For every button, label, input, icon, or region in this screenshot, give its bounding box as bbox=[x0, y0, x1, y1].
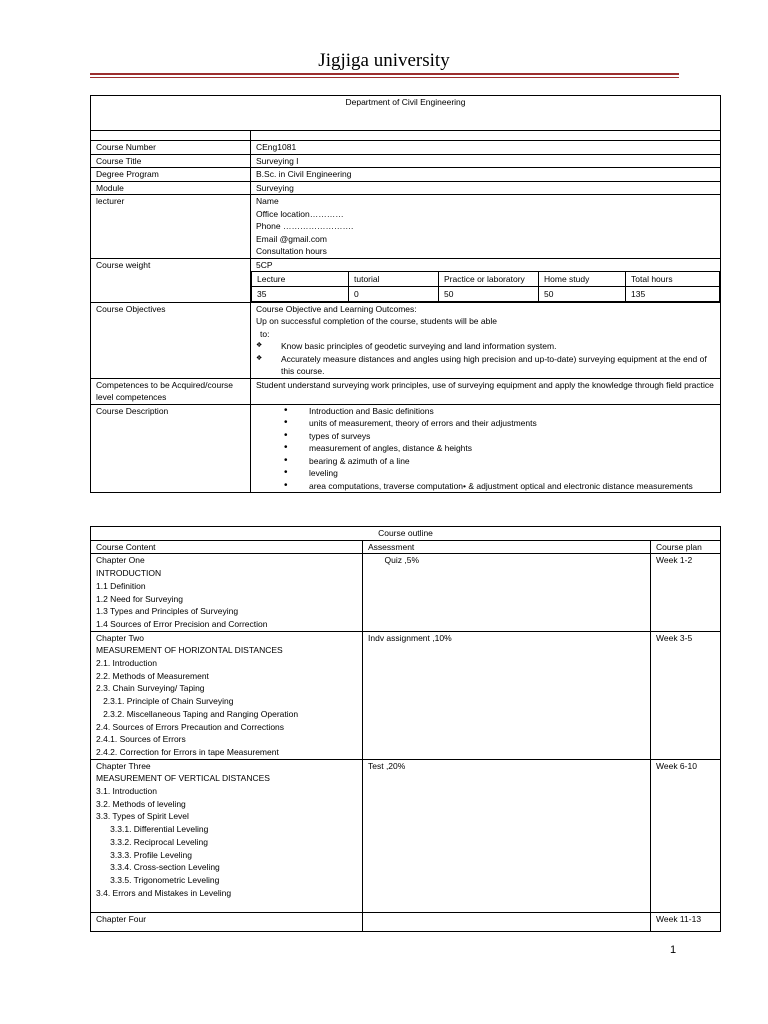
info-row-course-title bbox=[91, 154, 721, 168]
info-row-course-number bbox=[91, 141, 721, 155]
info-label: Course Number bbox=[91, 141, 251, 155]
chapter-line bbox=[96, 899, 357, 912]
info-value: CEng1081 bbox=[251, 141, 721, 155]
outline-title: Course outline bbox=[91, 527, 721, 541]
chapter-content bbox=[91, 913, 363, 932]
chapter-line: 3.4. Errors and Mistakes in Leveling bbox=[96, 887, 232, 898]
competences-label: Competences to be Acquired/course level competences bbox=[91, 378, 251, 404]
chapter-line: 2.4.1. Sources of Errors bbox=[96, 734, 186, 745]
info-value: Surveying I bbox=[251, 154, 721, 168]
chapter-line: 1.3 Types and Principles of Surveying bbox=[96, 606, 239, 617]
chapter-line: Chapter Two bbox=[96, 632, 145, 643]
chapter-line: 2.4.2. Correction for Errors in tape Measurement bbox=[96, 746, 279, 757]
chapter-line: INTRODUCTION bbox=[96, 568, 162, 579]
weight-details bbox=[251, 258, 721, 302]
objectives-intro: Course Objective and Learning Outcomes: bbox=[256, 303, 417, 314]
objective-item: ❖ Know basic principles of geodetic surveying and land information system. bbox=[256, 340, 715, 353]
weight-header: Practice or laboratory bbox=[439, 271, 539, 286]
info-value: B.Sc. in Civil Engineering bbox=[251, 168, 721, 182]
objectives-intro: Up on successful completion of the course, students will be able bbox=[256, 316, 497, 326]
info-row-lecturer bbox=[91, 195, 721, 259]
info-label: Course Title bbox=[91, 154, 251, 168]
chapter-line: 3.3.1. Differential Leveling bbox=[96, 824, 209, 835]
chapter-assessment bbox=[363, 913, 651, 932]
description-item: • units of measurement, theory of errors and their adjustments bbox=[256, 417, 715, 430]
outline-header: Course Content bbox=[91, 540, 363, 554]
competences-text: Student understand surveying work principles, use of surveying equipment and apply the knowledge through field practice bbox=[251, 378, 721, 404]
chapter-plan: Week 1-2 bbox=[651, 554, 721, 631]
weight-header: Total hours bbox=[626, 271, 720, 286]
info-label: Module bbox=[91, 181, 251, 195]
weight-ecp: 5CP bbox=[256, 259, 273, 270]
weight-value: 135 bbox=[626, 286, 720, 301]
weight-value: 50 bbox=[439, 286, 539, 301]
chapter-line: MEASUREMENT OF HORIZONTAL DISTANCES bbox=[96, 645, 283, 656]
university-title: Jigjiga university bbox=[318, 50, 450, 71]
weight-header: Home study bbox=[539, 271, 626, 286]
chapter-line: 3.3. Types of Spirit Level bbox=[96, 811, 189, 822]
description-item: • bearing & azimuth of a line bbox=[256, 455, 715, 468]
objective-item: ❖ Accurately measure distances and angles using high precision and up-to-date) surveying equipment at the end of this course. bbox=[256, 353, 715, 378]
objectives-content bbox=[251, 302, 721, 378]
chapter-line: 2.3. Chain Surveying/ Taping bbox=[96, 683, 205, 694]
chapter-line: 3.3.4. Cross-section Leveling bbox=[96, 862, 220, 873]
chapter-plan: Week 11-13 bbox=[651, 913, 721, 932]
course-outline-table bbox=[90, 526, 721, 932]
chapter-content bbox=[91, 554, 363, 631]
info-row-course-weight bbox=[91, 258, 721, 302]
description-content bbox=[251, 404, 721, 493]
outline-row-chapter-three bbox=[91, 759, 721, 912]
outline-row-chapter-two bbox=[91, 631, 721, 759]
weight-header: tutorial bbox=[349, 271, 439, 286]
chapter-line: 1.4 Sources of Error Precision and Correction bbox=[96, 618, 268, 629]
chapter-line: 3.1. Introduction bbox=[96, 786, 157, 797]
info-value: Surveying bbox=[251, 181, 721, 195]
lecturer-name: Name bbox=[256, 196, 279, 206]
weight-hours-table bbox=[251, 271, 720, 302]
chapter-line: MEASUREMENT OF VERTICAL DISTANCES bbox=[96, 773, 270, 784]
title-divider bbox=[90, 73, 679, 78]
chapter-content bbox=[91, 759, 363, 912]
chapter-content bbox=[91, 631, 363, 759]
blank-cell bbox=[251, 131, 721, 141]
chapter-line: 3.3.2. Reciprocal Leveling bbox=[96, 836, 208, 847]
info-row-description bbox=[91, 404, 721, 493]
info-row-competences bbox=[91, 378, 721, 404]
lecturer-details bbox=[251, 195, 721, 259]
lecturer-label: lecturer bbox=[91, 195, 251, 259]
lecturer-email: Email @gmail.com bbox=[256, 233, 327, 244]
chapter-assessment: Indv assignment ,10% bbox=[363, 631, 651, 759]
chapter-plan: Week 6-10 bbox=[651, 759, 721, 912]
department-heading: Department of Civil Engineering bbox=[91, 96, 721, 131]
chapter-line: 2.1. Introduction bbox=[96, 658, 157, 669]
chapter-line: 1.2 Need for Surveying bbox=[96, 593, 183, 604]
outline-header: Course plan bbox=[651, 540, 721, 554]
chapter-line: 3.3.5. Trigonometric Leveling bbox=[96, 874, 220, 885]
weight-label: Course weight bbox=[91, 258, 251, 302]
weight-value: 50 bbox=[539, 286, 626, 301]
lecturer-consultation: Consultation hours bbox=[256, 246, 327, 256]
outline-row-chapter-four bbox=[91, 913, 721, 932]
blank-cell bbox=[91, 131, 251, 141]
chapter-line: 2.3.1. Principle of Chain Surveying bbox=[96, 696, 234, 707]
chapter-plan: Week 3-5 bbox=[651, 631, 721, 759]
description-label: Course Description bbox=[91, 404, 251, 493]
course-info-table bbox=[90, 95, 721, 493]
description-item: • measurement of angles, distance & heights bbox=[256, 442, 715, 455]
info-row-objectives bbox=[91, 302, 721, 378]
description-item: • types of surveys bbox=[256, 430, 715, 443]
chapter-line: 2.2. Methods of Measurement bbox=[96, 670, 209, 681]
chapter-line: Chapter Four bbox=[96, 914, 147, 925]
objectives-label: Course Objectives bbox=[91, 302, 251, 378]
chapter-assessment: Quiz ,5% bbox=[363, 554, 651, 631]
description-item: • area computations, traverse computation• & adjustment optical and electronic distance measurements bbox=[256, 480, 715, 493]
info-row-module bbox=[91, 181, 721, 195]
outline-row-chapter-one bbox=[91, 554, 721, 631]
lecturer-phone: Phone ……………………. bbox=[256, 221, 354, 231]
page-number: 1 bbox=[670, 944, 677, 956]
info-label: Degree Program bbox=[91, 168, 251, 182]
info-row-degree-program bbox=[91, 168, 721, 182]
outline-header: Assessment bbox=[363, 540, 651, 554]
description-item: • Introduction and Basic definitions bbox=[256, 405, 715, 418]
description-item: • leveling bbox=[256, 467, 715, 480]
chapter-line: 2.3.2. Miscellaneous Taping and Ranging Operation bbox=[96, 708, 299, 719]
chapter-line: 2.4. Sources of Errors Precaution and Corrections bbox=[96, 721, 285, 732]
chapter-line: 3.2. Methods of leveling bbox=[96, 798, 186, 809]
chapter-line: 1.1 Definition bbox=[96, 580, 146, 591]
weight-value: 0 bbox=[349, 286, 439, 301]
weight-value: 35 bbox=[252, 286, 349, 301]
chapter-line: Chapter One bbox=[96, 555, 145, 566]
weight-header: Lecture bbox=[252, 271, 349, 286]
chapter-assessment: Test ,20% bbox=[363, 759, 651, 912]
chapter-line: Chapter Three bbox=[96, 760, 151, 771]
lecturer-office: Office location………… bbox=[256, 208, 344, 219]
chapter-line bbox=[96, 926, 357, 931]
objectives-intro: to: bbox=[260, 328, 270, 339]
chapter-line: 3.3.3. Profile Leveling bbox=[96, 849, 192, 860]
